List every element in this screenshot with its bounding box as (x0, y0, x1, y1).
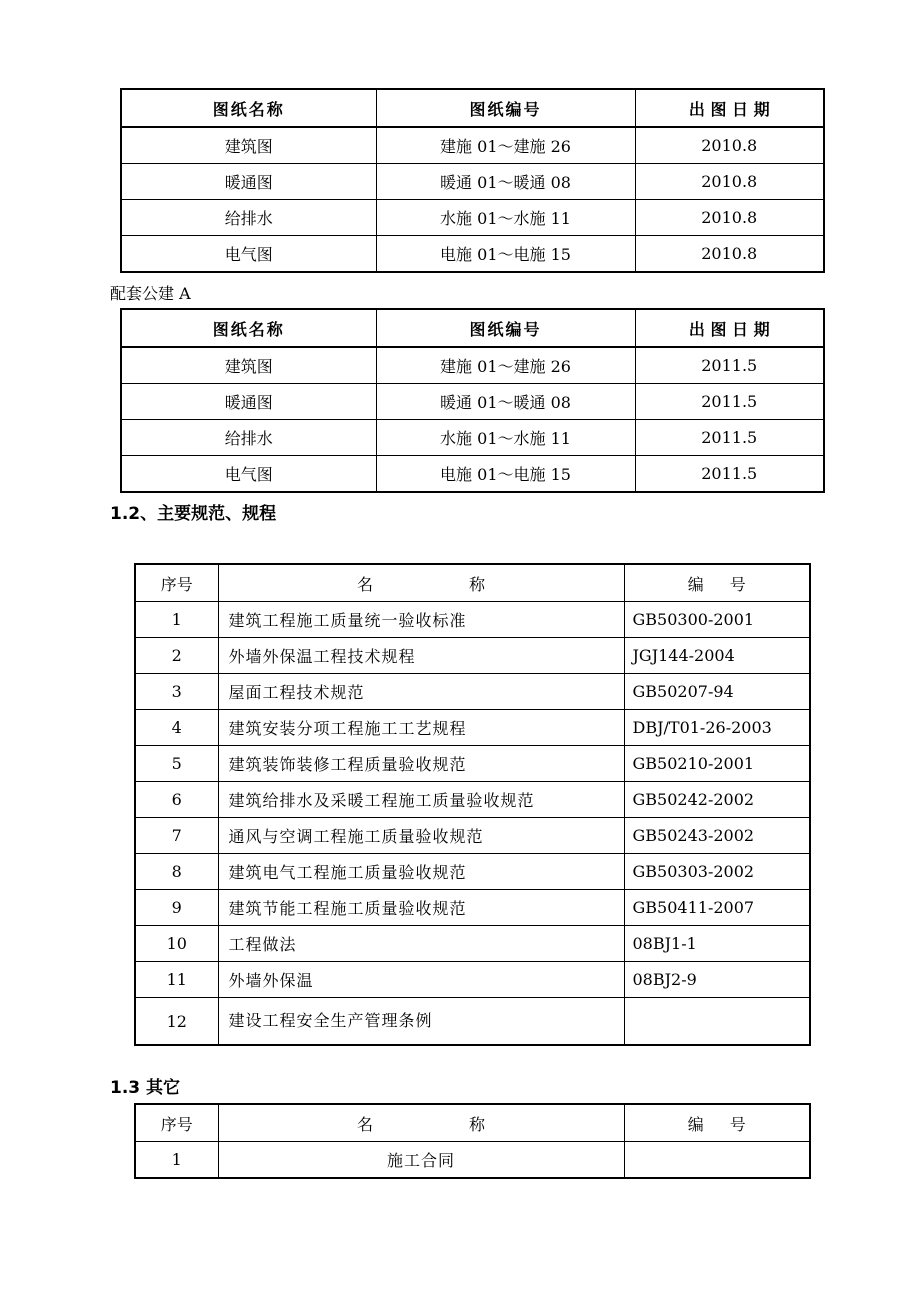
seq: 6 (135, 782, 218, 818)
drawing-name: 电气图 (121, 236, 376, 273)
seq: 10 (135, 926, 218, 962)
standard-code: GB50411-2007 (624, 890, 810, 926)
table-header-row (135, 1104, 810, 1142)
table-row (135, 746, 810, 782)
table-row (135, 674, 810, 710)
header-drawing-number: 图纸编号 (376, 309, 635, 347)
table-row (121, 127, 824, 164)
header-name-char-1: 名 (356, 574, 373, 594)
standard-code: GB50300-2001 (624, 602, 810, 638)
issue-date: 2011.5 (635, 384, 824, 420)
seq: 9 (135, 890, 218, 926)
seq: 8 (135, 854, 218, 890)
drawing-number: 电施 01～电施 15 (376, 456, 635, 493)
drawing-number: 暖通 01～暖通 08 (376, 384, 635, 420)
seq: 7 (135, 818, 218, 854)
drawing-number: 暖通 01～暖通 08 (376, 164, 635, 200)
table-row (121, 384, 824, 420)
header-code-char-2: 号 (729, 1114, 746, 1134)
other-item-code (624, 1142, 810, 1179)
standard-name: 工程做法 (218, 926, 624, 962)
table-row (135, 998, 810, 1046)
section-heading-standards: 1.2、主要规范、规程 (110, 504, 277, 524)
table-header-row (135, 564, 810, 602)
header-name (218, 1104, 624, 1142)
header-drawing-number: 图纸编号 (376, 89, 635, 127)
standard-code: GB50242-2002 (624, 782, 810, 818)
header-name-char-2: 称 (469, 574, 486, 594)
header-code-char-2: 号 (729, 574, 746, 594)
table-row (135, 638, 810, 674)
standard-name: 建筑节能工程施工质量验收规范 (218, 890, 624, 926)
standard-name: 建设工程安全生产管理条例 (218, 998, 624, 1046)
standard-code: GB50243-2002 (624, 818, 810, 854)
other-item-name: 施工合同 (218, 1142, 624, 1179)
header-code-char-1: 编 (687, 574, 704, 594)
issue-date: 2011.5 (635, 347, 824, 384)
seq: 1 (135, 1142, 218, 1179)
issue-date: 2010.8 (635, 127, 824, 164)
drawing-table-2 (120, 308, 825, 493)
drawing-name: 暖通图 (121, 164, 376, 200)
header-issue-date: 出 图 日 期 (635, 89, 824, 127)
standards-table (134, 563, 811, 1046)
seq: 1 (135, 602, 218, 638)
header-drawing-name: 图纸名称 (121, 309, 376, 347)
drawing-number: 水施 01～水施 11 (376, 200, 635, 236)
header-issue-date: 出 图 日 期 (635, 309, 824, 347)
table-row (135, 890, 810, 926)
header-code (624, 1104, 810, 1142)
issue-date: 2010.8 (635, 200, 824, 236)
standard-code (624, 998, 810, 1046)
standard-name: 通风与空调工程施工质量验收规范 (218, 818, 624, 854)
table-row (135, 926, 810, 962)
standard-code: 08BJ1-1 (624, 926, 810, 962)
header-code-char-1: 编 (687, 1114, 704, 1134)
standard-name: 外墙外保温工程技术规程 (218, 638, 624, 674)
table-row (121, 456, 824, 493)
table-row (121, 420, 824, 456)
other-table (134, 1103, 811, 1179)
standard-name: 外墙外保温 (218, 962, 624, 998)
standard-name: 屋面工程技术规范 (218, 674, 624, 710)
drawing-number: 电施 01～电施 15 (376, 236, 635, 273)
drawing-number: 建施 01～建施 26 (376, 127, 635, 164)
seq: 11 (135, 962, 218, 998)
table-row (135, 782, 810, 818)
table-row (121, 200, 824, 236)
standard-name: 建筑工程施工质量统一验收标准 (218, 602, 624, 638)
table-row (135, 602, 810, 638)
table-row (121, 164, 824, 200)
drawing-name: 给排水 (121, 200, 376, 236)
standard-code: GB50210-2001 (624, 746, 810, 782)
issue-date: 2011.5 (635, 456, 824, 493)
drawing-name: 暖通图 (121, 384, 376, 420)
drawing-name: 建筑图 (121, 127, 376, 164)
table-row (135, 1142, 810, 1179)
table-row (135, 710, 810, 746)
table-header-row (121, 89, 824, 127)
drawing-number: 建施 01～建施 26 (376, 347, 635, 384)
table-row (135, 962, 810, 998)
header-name (218, 564, 624, 602)
header-name-char-2: 称 (469, 1114, 486, 1134)
standard-name: 建筑给排水及采暖工程施工质量验收规范 (218, 782, 624, 818)
standard-code: GB50207-94 (624, 674, 810, 710)
drawing-number: 水施 01～水施 11 (376, 420, 635, 456)
label-public-building-a: 配套公建 A (110, 284, 191, 303)
standard-name: 建筑电气工程施工质量验收规范 (218, 854, 624, 890)
drawing-name: 建筑图 (121, 347, 376, 384)
issue-date: 2010.8 (635, 164, 824, 200)
standard-code: GB50303-2002 (624, 854, 810, 890)
seq: 5 (135, 746, 218, 782)
standard-code: DBJ/T01-26-2003 (624, 710, 810, 746)
section-heading-other: 1.3 其它 (110, 1078, 181, 1098)
header-name-char-1: 名 (356, 1114, 373, 1134)
standard-code: 08BJ2-9 (624, 962, 810, 998)
seq: 3 (135, 674, 218, 710)
seq: 12 (135, 998, 218, 1046)
drawing-name: 给排水 (121, 420, 376, 456)
table-row (121, 236, 824, 273)
table-header-row (121, 309, 824, 347)
standard-name: 建筑安装分项工程施工工艺规程 (218, 710, 624, 746)
seq: 4 (135, 710, 218, 746)
standard-name: 建筑装饰装修工程质量验收规范 (218, 746, 624, 782)
header-drawing-name: 图纸名称 (121, 89, 376, 127)
header-seq: 序号 (135, 564, 218, 602)
drawing-name: 电气图 (121, 456, 376, 493)
seq: 2 (135, 638, 218, 674)
header-seq: 序号 (135, 1104, 218, 1142)
issue-date: 2010.8 (635, 236, 824, 273)
issue-date: 2011.5 (635, 420, 824, 456)
header-code (624, 564, 810, 602)
table-row (121, 347, 824, 384)
drawing-table-1 (120, 88, 825, 273)
table-row (135, 854, 810, 890)
table-row (135, 818, 810, 854)
standard-code: JGJ144-2004 (624, 638, 810, 674)
